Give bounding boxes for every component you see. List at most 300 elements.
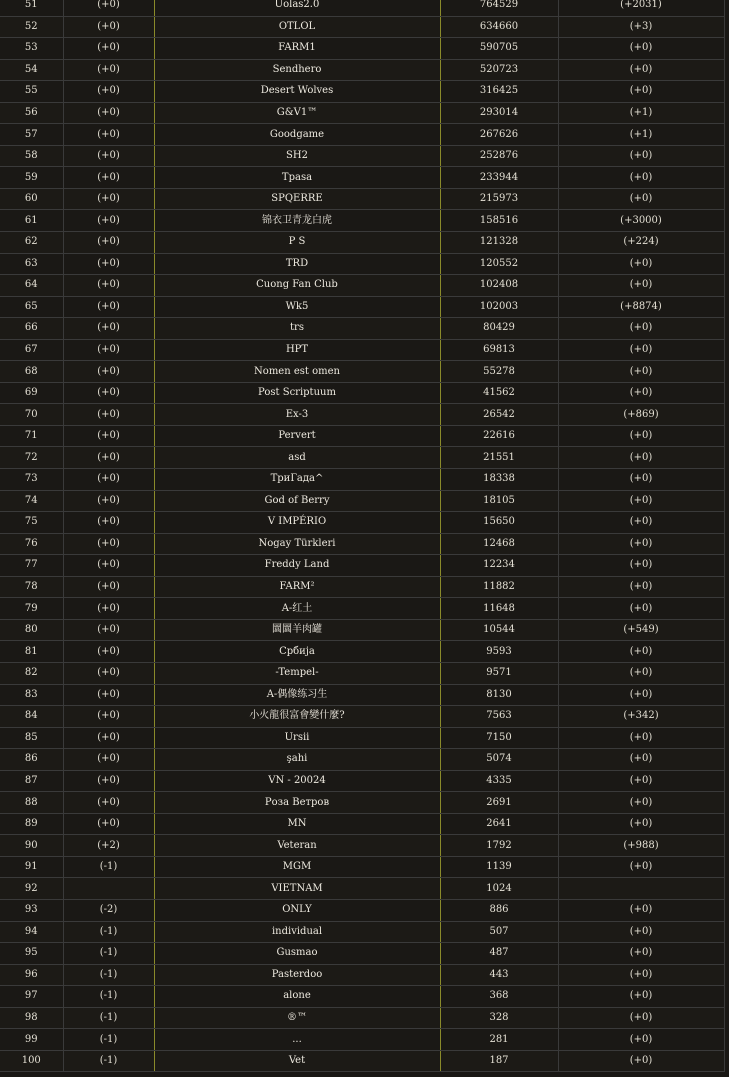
score-cell: 12234 bbox=[440, 555, 558, 577]
table-row bbox=[0, 469, 724, 491]
alliance-name-cell: 圜圜羊肉罐 bbox=[154, 619, 440, 641]
score-change-cell: (+0) bbox=[558, 1007, 724, 1029]
alliance-name-cell: ТриГада^ bbox=[154, 469, 440, 491]
table-row bbox=[0, 749, 724, 771]
rank-change-cell: (-1) bbox=[63, 1007, 154, 1029]
score-change-cell: (+0) bbox=[558, 339, 724, 361]
score-change-cell: (+0) bbox=[558, 512, 724, 534]
table-row bbox=[0, 1050, 724, 1072]
rank-cell: 51 bbox=[0, 0, 63, 16]
score-change-cell: (+0) bbox=[558, 662, 724, 684]
rank-cell: 77 bbox=[0, 555, 63, 577]
score-cell: 764529 bbox=[440, 0, 558, 16]
rank-change-cell: (+0) bbox=[63, 727, 154, 749]
alliance-name-cell: MGM bbox=[154, 856, 440, 878]
rank-cell: 81 bbox=[0, 641, 63, 663]
table-row bbox=[0, 576, 724, 598]
rank-cell: 55 bbox=[0, 81, 63, 103]
score-cell: 18105 bbox=[440, 490, 558, 512]
score-change-cell: (+342) bbox=[558, 706, 724, 728]
rank-change-cell bbox=[63, 878, 154, 900]
alliance-name-cell: Freddy Land bbox=[154, 555, 440, 577]
rank-change-cell: (-1) bbox=[63, 986, 154, 1008]
rank-cell: 71 bbox=[0, 425, 63, 447]
rank-cell: 61 bbox=[0, 210, 63, 232]
alliance-name-cell: Uolas2.0 bbox=[154, 0, 440, 16]
table-row bbox=[0, 684, 724, 706]
score-cell: 328 bbox=[440, 1007, 558, 1029]
score-cell: 55278 bbox=[440, 361, 558, 383]
rank-change-cell: (-1) bbox=[63, 943, 154, 965]
rank-cell: 62 bbox=[0, 232, 63, 254]
alliance-name-cell: trs bbox=[154, 318, 440, 340]
rank-change-cell: (+0) bbox=[63, 38, 154, 60]
score-cell: 507 bbox=[440, 921, 558, 943]
score-cell: 187 bbox=[440, 1050, 558, 1072]
table-row bbox=[0, 1029, 724, 1051]
rank-cell: 92 bbox=[0, 878, 63, 900]
table-row bbox=[0, 598, 724, 620]
table-row bbox=[0, 878, 724, 900]
score-cell: 520723 bbox=[440, 59, 558, 81]
rank-cell: 79 bbox=[0, 598, 63, 620]
score-change-cell bbox=[558, 878, 724, 900]
rank-change-cell: (+0) bbox=[63, 619, 154, 641]
score-change-cell: (+0) bbox=[558, 188, 724, 210]
score-change-cell: (+0) bbox=[558, 167, 724, 189]
alliance-name-cell: Tpasa bbox=[154, 167, 440, 189]
table-row bbox=[0, 813, 724, 835]
rank-cell: 57 bbox=[0, 124, 63, 146]
table-row bbox=[0, 727, 724, 749]
rank-change-cell: (+0) bbox=[63, 210, 154, 232]
score-cell: 7150 bbox=[440, 727, 558, 749]
rank-cell: 75 bbox=[0, 512, 63, 534]
score-cell: 487 bbox=[440, 943, 558, 965]
table-row bbox=[0, 382, 724, 404]
rank-cell: 54 bbox=[0, 59, 63, 81]
rank-cell: 76 bbox=[0, 533, 63, 555]
score-change-cell: (+0) bbox=[558, 598, 724, 620]
score-cell: 886 bbox=[440, 899, 558, 921]
table-row bbox=[0, 318, 724, 340]
score-change-cell: (+0) bbox=[558, 856, 724, 878]
rank-cell: 96 bbox=[0, 964, 63, 986]
rank-cell: 99 bbox=[0, 1029, 63, 1051]
alliance-name-cell: Cuong Fan Club bbox=[154, 275, 440, 297]
score-cell: 316425 bbox=[440, 81, 558, 103]
table-row bbox=[0, 404, 724, 426]
table-row bbox=[0, 296, 724, 318]
rank-cell: 94 bbox=[0, 921, 63, 943]
rank-change-cell: (+0) bbox=[63, 253, 154, 275]
score-change-cell: (+0) bbox=[558, 425, 724, 447]
table-row bbox=[0, 339, 724, 361]
rank-change-cell: (+0) bbox=[63, 641, 154, 663]
score-cell: 634660 bbox=[440, 16, 558, 38]
alliance-name-cell: Gusmao bbox=[154, 943, 440, 965]
rank-change-cell: (+0) bbox=[63, 662, 154, 684]
rank-cell: 67 bbox=[0, 339, 63, 361]
alliance-name-cell: Ursii bbox=[154, 727, 440, 749]
table-row bbox=[0, 0, 724, 16]
table-row bbox=[0, 447, 724, 469]
score-change-cell: (+0) bbox=[558, 576, 724, 598]
alliance-name-cell: Србија bbox=[154, 641, 440, 663]
score-cell: 9571 bbox=[440, 662, 558, 684]
score-cell: 267626 bbox=[440, 124, 558, 146]
alliance-name-cell: ONLY bbox=[154, 899, 440, 921]
rank-cell: 74 bbox=[0, 490, 63, 512]
score-change-cell: (+3000) bbox=[558, 210, 724, 232]
score-change-cell: (+0) bbox=[558, 253, 724, 275]
rank-cell: 53 bbox=[0, 38, 63, 60]
score-cell: 293014 bbox=[440, 102, 558, 124]
table-row bbox=[0, 986, 724, 1008]
score-cell: 252876 bbox=[440, 145, 558, 167]
alliance-name-cell: şahi bbox=[154, 749, 440, 771]
score-change-cell: (+869) bbox=[558, 404, 724, 426]
score-cell: 215973 bbox=[440, 188, 558, 210]
table-row bbox=[0, 81, 724, 103]
table-row bbox=[0, 38, 724, 60]
table-row bbox=[0, 16, 724, 38]
rank-cell: 93 bbox=[0, 899, 63, 921]
score-cell: 9593 bbox=[440, 641, 558, 663]
alliance-name-cell: Sendhero bbox=[154, 59, 440, 81]
score-cell: 21551 bbox=[440, 447, 558, 469]
rank-change-cell: (+0) bbox=[63, 318, 154, 340]
rank-change-cell: (+0) bbox=[63, 81, 154, 103]
score-cell: 11882 bbox=[440, 576, 558, 598]
alliance-name-cell: Pervert bbox=[154, 425, 440, 447]
rank-change-cell: (+0) bbox=[63, 425, 154, 447]
rank-change-cell: (+0) bbox=[63, 813, 154, 835]
rank-change-cell: (-1) bbox=[63, 1029, 154, 1051]
rank-cell: 91 bbox=[0, 856, 63, 878]
rank-cell: 95 bbox=[0, 943, 63, 965]
score-change-cell: (+3) bbox=[558, 16, 724, 38]
score-cell: 10544 bbox=[440, 619, 558, 641]
rank-cell: 97 bbox=[0, 986, 63, 1008]
table-row bbox=[0, 943, 724, 965]
alliance-name-cell: HPT bbox=[154, 339, 440, 361]
alliance-name-cell: Desert Wolves bbox=[154, 81, 440, 103]
rank-change-cell: (+0) bbox=[63, 0, 154, 16]
score-change-cell: (+0) bbox=[558, 749, 724, 771]
rank-change-cell: (+0) bbox=[63, 490, 154, 512]
rank-change-cell: (+0) bbox=[63, 232, 154, 254]
table-row bbox=[0, 102, 724, 124]
score-cell: 102003 bbox=[440, 296, 558, 318]
score-change-cell: (+0) bbox=[558, 38, 724, 60]
rank-cell: 84 bbox=[0, 706, 63, 728]
rank-cell: 100 bbox=[0, 1050, 63, 1072]
alliance-name-cell: alone bbox=[154, 986, 440, 1008]
rank-cell: 65 bbox=[0, 296, 63, 318]
score-cell: 18338 bbox=[440, 469, 558, 491]
rank-cell: 56 bbox=[0, 102, 63, 124]
rank-cell: 86 bbox=[0, 749, 63, 771]
alliance-name-cell: Veteran bbox=[154, 835, 440, 857]
score-change-cell: (+0) bbox=[558, 684, 724, 706]
rank-cell: 87 bbox=[0, 770, 63, 792]
rank-cell: 83 bbox=[0, 684, 63, 706]
table-row bbox=[0, 253, 724, 275]
rank-change-cell: (+0) bbox=[63, 382, 154, 404]
score-cell: 26542 bbox=[440, 404, 558, 426]
score-change-cell: (+224) bbox=[558, 232, 724, 254]
alliance-name-cell: FARM² bbox=[154, 576, 440, 598]
score-change-cell: (+0) bbox=[558, 1050, 724, 1072]
table-row bbox=[0, 770, 724, 792]
rank-change-cell: (+0) bbox=[63, 339, 154, 361]
score-change-cell: (+0) bbox=[558, 899, 724, 921]
score-cell: 233944 bbox=[440, 167, 558, 189]
score-cell: 69813 bbox=[440, 339, 558, 361]
rank-change-cell: (-1) bbox=[63, 1050, 154, 1072]
table-row bbox=[0, 641, 724, 663]
alliance-name-cell: 小火龍很富會變什麼? bbox=[154, 706, 440, 728]
rank-cell: 60 bbox=[0, 188, 63, 210]
alliance-name-cell: Vet bbox=[154, 1050, 440, 1072]
score-change-cell: (+0) bbox=[558, 145, 724, 167]
table-row bbox=[0, 425, 724, 447]
table-row bbox=[0, 706, 724, 728]
rank-change-cell: (+0) bbox=[63, 749, 154, 771]
rank-change-cell: (+0) bbox=[63, 447, 154, 469]
table-row bbox=[0, 490, 724, 512]
score-cell: 281 bbox=[440, 1029, 558, 1051]
score-change-cell: (+0) bbox=[558, 555, 724, 577]
alliance-name-cell: TRD bbox=[154, 253, 440, 275]
rank-cell: 89 bbox=[0, 813, 63, 835]
table-row bbox=[0, 232, 724, 254]
rank-cell: 68 bbox=[0, 361, 63, 383]
score-cell: 2641 bbox=[440, 813, 558, 835]
score-change-cell: (+0) bbox=[558, 469, 724, 491]
score-change-cell: (+0) bbox=[558, 792, 724, 814]
score-change-cell: (+0) bbox=[558, 447, 724, 469]
rank-change-cell: (+0) bbox=[63, 555, 154, 577]
table-row bbox=[0, 512, 724, 534]
alliance-name-cell: individual bbox=[154, 921, 440, 943]
alliance-name-cell: FARM1 bbox=[154, 38, 440, 60]
score-cell: 11648 bbox=[440, 598, 558, 620]
score-change-cell: (+0) bbox=[558, 361, 724, 383]
score-change-cell: (+988) bbox=[558, 835, 724, 857]
rank-change-cell: (+0) bbox=[63, 533, 154, 555]
score-change-cell: (+0) bbox=[558, 1029, 724, 1051]
score-change-cell: (+0) bbox=[558, 490, 724, 512]
rank-change-cell: (+0) bbox=[63, 296, 154, 318]
table-row bbox=[0, 856, 724, 878]
alliance-name-cell: SPQERRE bbox=[154, 188, 440, 210]
table-row bbox=[0, 619, 724, 641]
score-cell: 1792 bbox=[440, 835, 558, 857]
table-row bbox=[0, 188, 724, 210]
rank-change-cell: (+0) bbox=[63, 102, 154, 124]
score-change-cell: (+0) bbox=[558, 727, 724, 749]
table-row bbox=[0, 275, 724, 297]
score-cell: 41562 bbox=[440, 382, 558, 404]
alliance-name-cell: V IMPÉRIO bbox=[154, 512, 440, 534]
table-row bbox=[0, 921, 724, 943]
rank-cell: 90 bbox=[0, 835, 63, 857]
rank-cell: 58 bbox=[0, 145, 63, 167]
score-cell: 7563 bbox=[440, 706, 558, 728]
score-change-cell: (+0) bbox=[558, 813, 724, 835]
score-cell: 15650 bbox=[440, 512, 558, 534]
table-row bbox=[0, 210, 724, 232]
rank-change-cell: (+0) bbox=[63, 706, 154, 728]
alliance-name-cell: -Tempel- bbox=[154, 662, 440, 684]
score-change-cell: (+8874) bbox=[558, 296, 724, 318]
score-change-cell: (+0) bbox=[558, 59, 724, 81]
rank-change-cell: (-1) bbox=[63, 964, 154, 986]
score-change-cell: (+549) bbox=[558, 619, 724, 641]
rank-change-cell: (-1) bbox=[63, 856, 154, 878]
score-change-cell: (+1) bbox=[558, 124, 724, 146]
rank-change-cell: (+0) bbox=[63, 512, 154, 534]
rank-cell: 80 bbox=[0, 619, 63, 641]
rank-change-cell: (+0) bbox=[63, 404, 154, 426]
score-cell: 1024 bbox=[440, 878, 558, 900]
score-change-cell: (+0) bbox=[558, 275, 724, 297]
score-cell: 158516 bbox=[440, 210, 558, 232]
rank-change-cell: (+2) bbox=[63, 835, 154, 857]
table-row bbox=[0, 1007, 724, 1029]
rank-change-cell: (-2) bbox=[63, 899, 154, 921]
alliance-name-cell: A-红土 bbox=[154, 598, 440, 620]
alliance-name-cell: ®™ bbox=[154, 1007, 440, 1029]
alliance-name-cell: VN - 20024 bbox=[154, 770, 440, 792]
alliance-name-cell: Goodgame bbox=[154, 124, 440, 146]
score-cell: 102408 bbox=[440, 275, 558, 297]
score-cell: 22616 bbox=[440, 425, 558, 447]
score-cell: 121328 bbox=[440, 232, 558, 254]
rank-cell: 69 bbox=[0, 382, 63, 404]
score-change-cell: (+0) bbox=[558, 533, 724, 555]
rank-cell: 66 bbox=[0, 318, 63, 340]
rank-change-cell: (+0) bbox=[63, 275, 154, 297]
rank-change-cell: (+0) bbox=[63, 770, 154, 792]
alliance-name-cell: SH2 bbox=[154, 145, 440, 167]
rank-cell: 59 bbox=[0, 167, 63, 189]
alliance-name-cell: Nomen est omen bbox=[154, 361, 440, 383]
table-row bbox=[0, 361, 724, 383]
table-row bbox=[0, 555, 724, 577]
table-row bbox=[0, 662, 724, 684]
rank-cell: 63 bbox=[0, 253, 63, 275]
score-cell: 590705 bbox=[440, 38, 558, 60]
rank-change-cell: (+0) bbox=[63, 59, 154, 81]
table-row bbox=[0, 835, 724, 857]
rank-cell: 52 bbox=[0, 16, 63, 38]
score-change-cell: (+0) bbox=[558, 81, 724, 103]
alliance-name-cell: Wk5 bbox=[154, 296, 440, 318]
score-cell: 2691 bbox=[440, 792, 558, 814]
rank-cell: 85 bbox=[0, 727, 63, 749]
score-cell: 4335 bbox=[440, 770, 558, 792]
table-row bbox=[0, 792, 724, 814]
score-cell: 80429 bbox=[440, 318, 558, 340]
alliance-name-cell: MN bbox=[154, 813, 440, 835]
rank-change-cell: (+0) bbox=[63, 792, 154, 814]
rank-change-cell: (+0) bbox=[63, 576, 154, 598]
score-change-cell: (+0) bbox=[558, 921, 724, 943]
score-cell: 120552 bbox=[440, 253, 558, 275]
table-row bbox=[0, 167, 724, 189]
rank-cell: 98 bbox=[0, 1007, 63, 1029]
rank-change-cell: (+0) bbox=[63, 145, 154, 167]
rank-cell: 78 bbox=[0, 576, 63, 598]
score-change-cell: (+1) bbox=[558, 102, 724, 124]
rank-cell: 82 bbox=[0, 662, 63, 684]
rank-change-cell: (+0) bbox=[63, 188, 154, 210]
alliance-name-cell: Роза Ветров bbox=[154, 792, 440, 814]
alliance-name-cell: G&V1™ bbox=[154, 102, 440, 124]
alliance-name-cell: Ex-3 bbox=[154, 404, 440, 426]
alliance-name-cell: asd bbox=[154, 447, 440, 469]
alliance-name-cell: OTLOL bbox=[154, 16, 440, 38]
score-cell: 8130 bbox=[440, 684, 558, 706]
rank-change-cell: (+0) bbox=[63, 16, 154, 38]
score-cell: 443 bbox=[440, 964, 558, 986]
rank-cell: 73 bbox=[0, 469, 63, 491]
score-change-cell: (+2031) bbox=[558, 0, 724, 16]
rank-change-cell: (+0) bbox=[63, 684, 154, 706]
alliance-name-cell: ... bbox=[154, 1029, 440, 1051]
score-change-cell: (+0) bbox=[558, 964, 724, 986]
table-row bbox=[0, 124, 724, 146]
rank-cell: 72 bbox=[0, 447, 63, 469]
score-change-cell: (+0) bbox=[558, 382, 724, 404]
rank-change-cell: (+0) bbox=[63, 361, 154, 383]
score-change-cell: (+0) bbox=[558, 770, 724, 792]
score-change-cell: (+0) bbox=[558, 641, 724, 663]
alliance-name-cell: Pasterdoo bbox=[154, 964, 440, 986]
alliance-name-cell: God of Berry bbox=[154, 490, 440, 512]
score-cell: 5074 bbox=[440, 749, 558, 771]
table-row bbox=[0, 533, 724, 555]
rank-change-cell: (+0) bbox=[63, 167, 154, 189]
table-row bbox=[0, 59, 724, 81]
table-row bbox=[0, 964, 724, 986]
score-cell: 12468 bbox=[440, 533, 558, 555]
rank-change-cell: (+0) bbox=[63, 124, 154, 146]
alliance-name-cell: VIETNAM bbox=[154, 878, 440, 900]
score-change-cell: (+0) bbox=[558, 318, 724, 340]
rank-change-cell: (+0) bbox=[63, 469, 154, 491]
rank-change-cell: (-1) bbox=[63, 921, 154, 943]
rank-cell: 64 bbox=[0, 275, 63, 297]
score-change-cell: (+0) bbox=[558, 986, 724, 1008]
score-cell: 1139 bbox=[440, 856, 558, 878]
alliance-name-cell: Post Scriptuum bbox=[154, 382, 440, 404]
rank-cell: 70 bbox=[0, 404, 63, 426]
rank-change-cell: (+0) bbox=[63, 598, 154, 620]
table-row bbox=[0, 899, 724, 921]
alliance-name-cell: Nogay Türkleri bbox=[154, 533, 440, 555]
score-cell: 368 bbox=[440, 986, 558, 1008]
score-change-cell: (+0) bbox=[558, 943, 724, 965]
alliance-name-cell: A-偶像练习生 bbox=[154, 684, 440, 706]
alliance-name-cell: 锦衣卫青龙白虎 bbox=[154, 210, 440, 232]
alliance-name-cell: P S bbox=[154, 232, 440, 254]
rank-cell: 88 bbox=[0, 792, 63, 814]
table-row bbox=[0, 145, 724, 167]
